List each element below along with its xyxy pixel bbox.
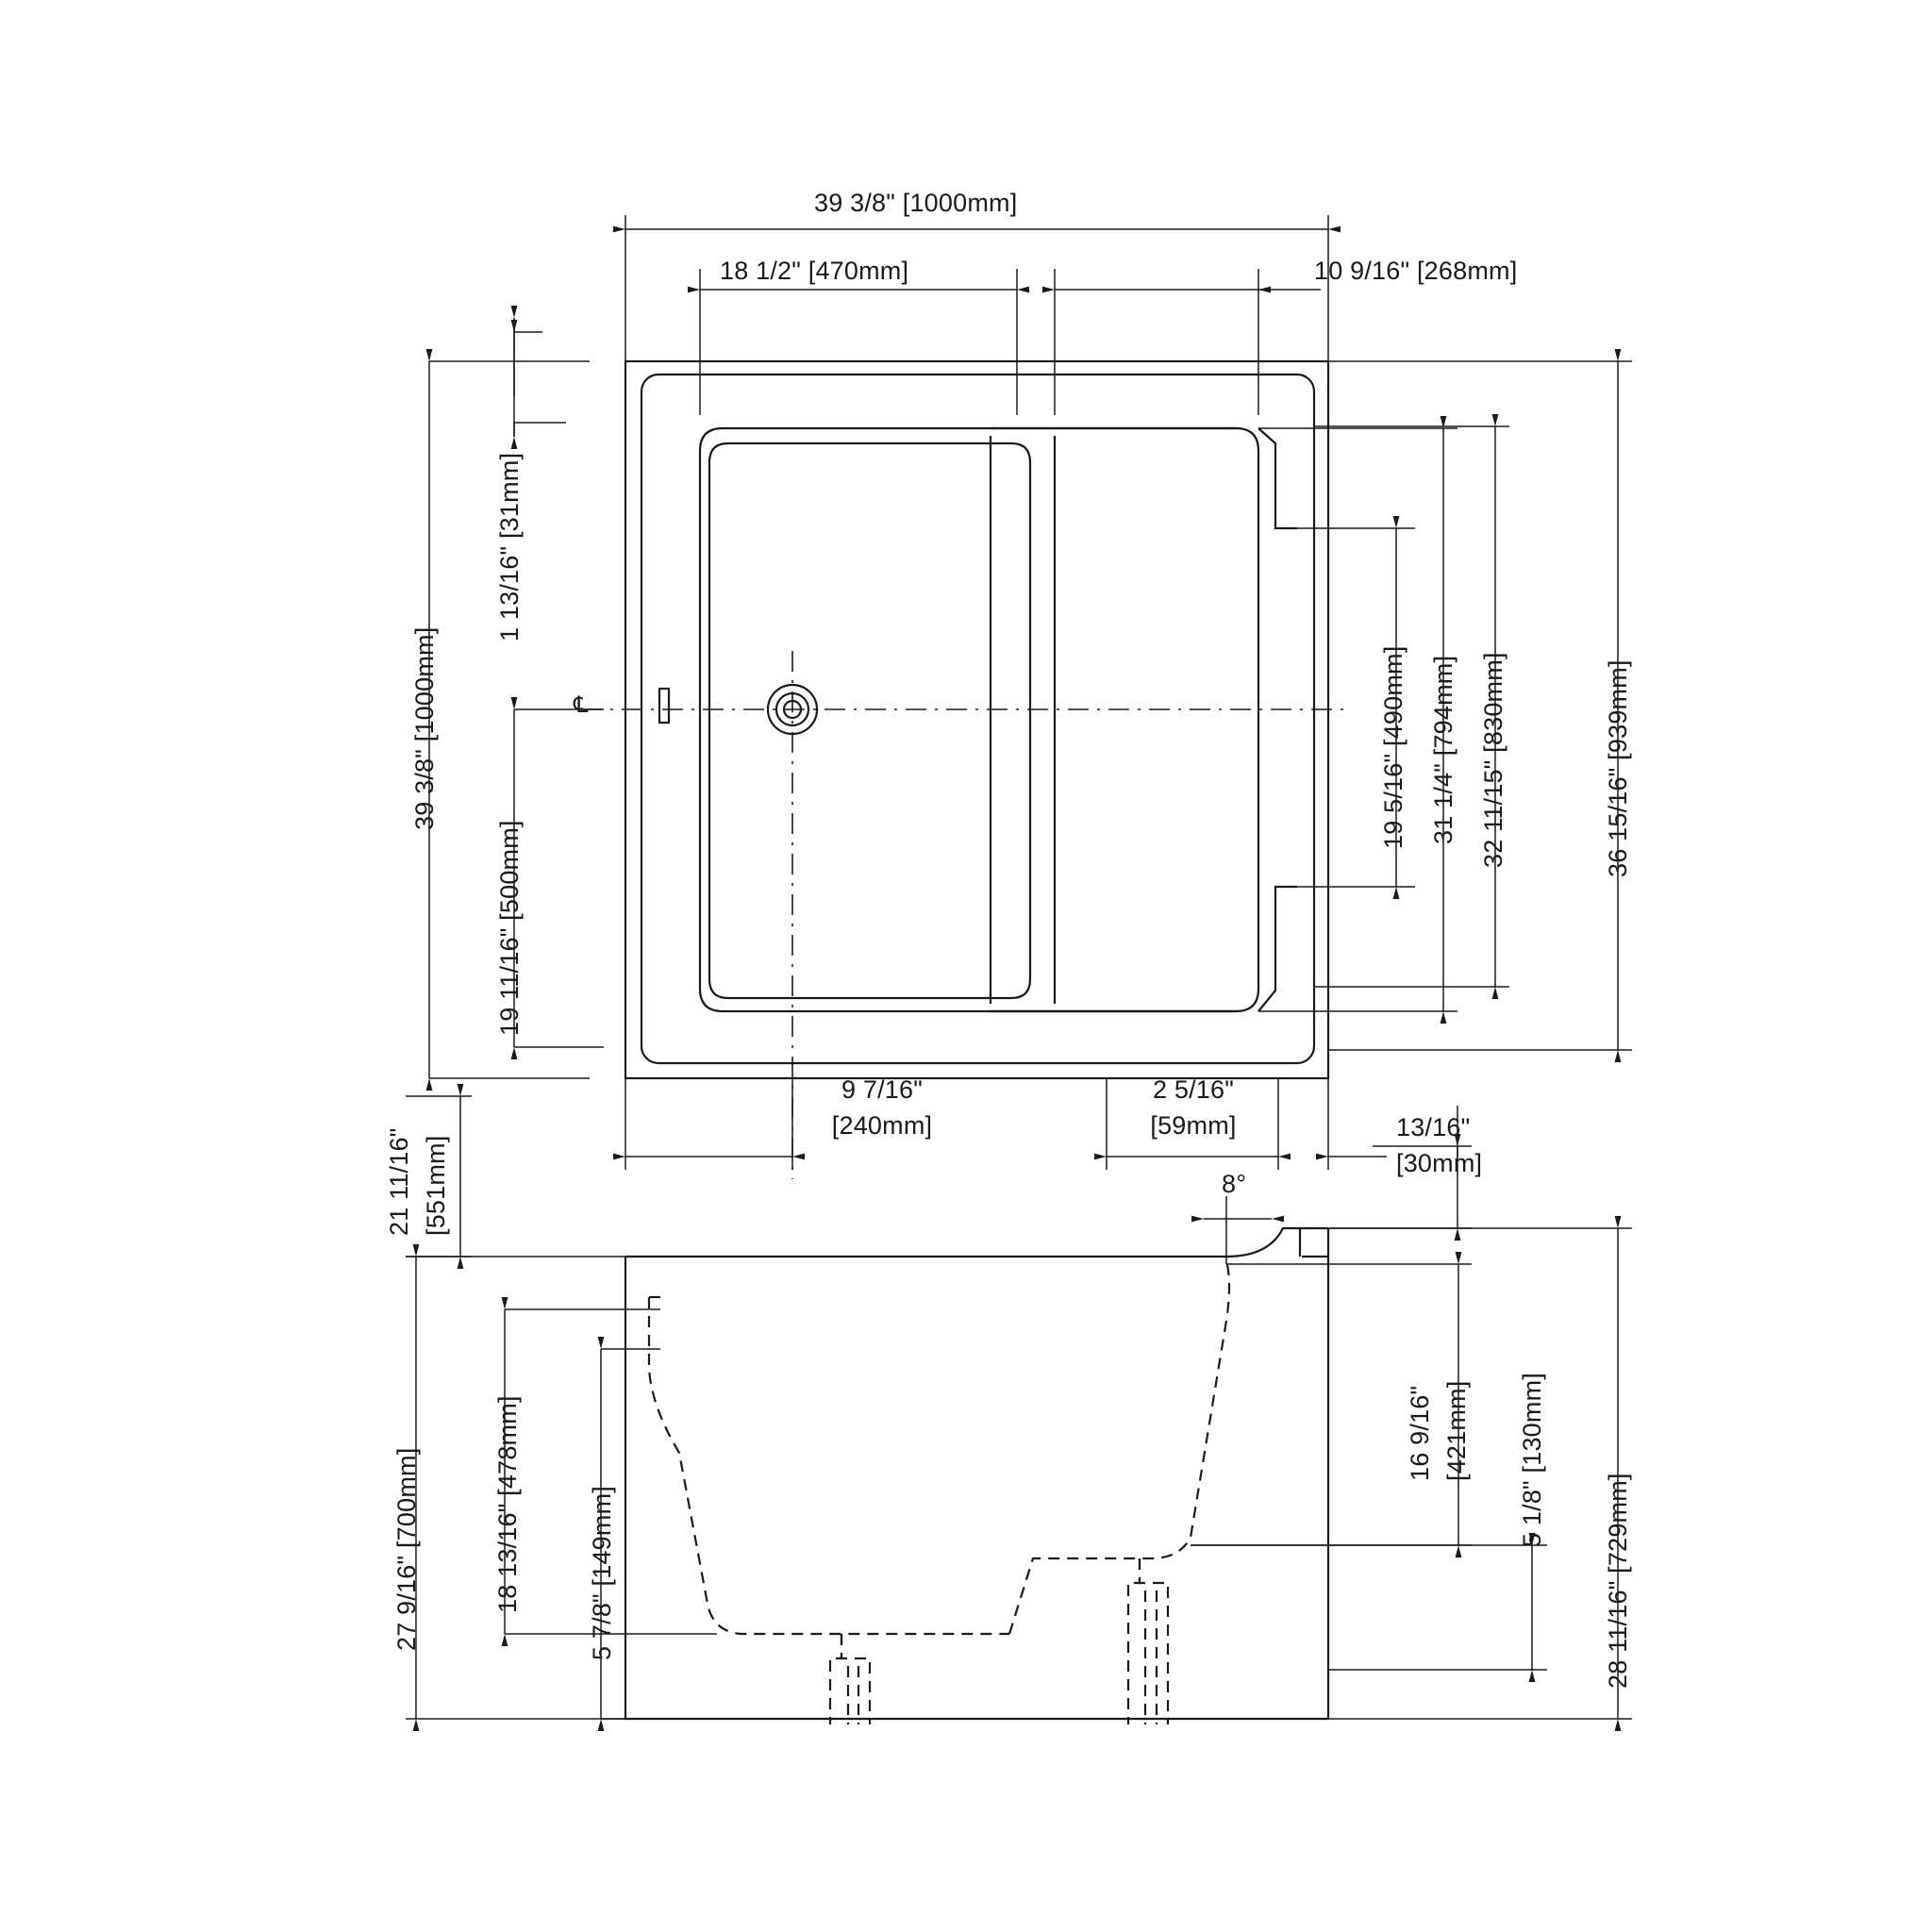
dim-inner-right-1: 19 5/16" [490mm] <box>1379 645 1407 849</box>
dim-bottom-right-line1: 13/16" <box>1396 1113 1471 1141</box>
dim-right-inner-line2: [421mm] <box>1442 1380 1471 1481</box>
dim-centerline-to-bottom: 19 11/16" [500mm] <box>495 820 524 1036</box>
dim-bottom-left-line2: [240mm] <box>831 1111 933 1140</box>
dim-right-step: 5 1/8" [130mm] <box>1518 1373 1546 1547</box>
dim-upper-left-line2: [551mm] <box>422 1135 450 1236</box>
dim-overall-width: 39 3/8" [1000mm] <box>814 189 1018 217</box>
dim-drain-to-left-edge: 18 1/2" [470mm] <box>720 257 909 285</box>
front-view-hidden-lines <box>649 1260 1229 1724</box>
dim-inner-left-1: 18 13/16" [478mm] <box>493 1395 522 1613</box>
dim-inner-right-3: 32 11/15" [830mm] <box>1479 652 1507 868</box>
dim-overall-right-height: 28 11/16" [729mm] <box>1604 1473 1632 1689</box>
dim-bottom-mid-line1: 2 5/16" <box>1152 1075 1235 1104</box>
dim-right-inner-line1: 16 9/16" <box>1406 1385 1434 1481</box>
dim-top-rim-offset: 1 13/16" [31mm] <box>495 452 524 641</box>
dim-bottom-left-line1: 9 7/16" <box>841 1075 924 1104</box>
front-view-geometry <box>625 1228 1328 1719</box>
dim-bottom-mid-line2: [59mm] <box>1150 1111 1237 1140</box>
dim-inner-right-4: 36 15/16" [939mm] <box>1604 659 1632 877</box>
dim-wall-angle: 8° <box>1222 1170 1247 1198</box>
dim-inner-left-2: 5 7/8" [149mm] <box>588 1486 616 1660</box>
dim-upper-left-line1: 21 11/16" <box>385 1127 413 1236</box>
dim-right-group-width: 10 9/16" [268mm] <box>1314 257 1518 285</box>
dim-bottom-right-line2: [30mm] <box>1396 1149 1483 1177</box>
centerline-symbol: ℄ <box>574 692 589 718</box>
dim-overall-left-height: 27 9/16" [700mm] <box>392 1447 421 1651</box>
dim-overall-height: 39 3/8" [1000mm] <box>410 626 439 830</box>
top-view-geometry <box>625 361 1328 1078</box>
dim-inner-right-2: 31 1/4" [794mm] <box>1429 655 1457 844</box>
